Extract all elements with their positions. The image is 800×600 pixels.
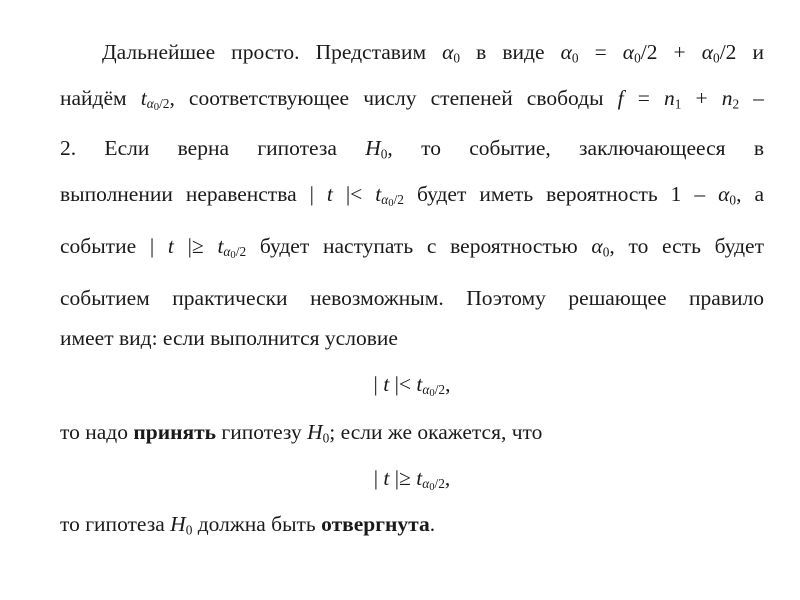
formula-condition-geq: | t |≥ $t_{\alpha_0/2}$, <box>373 466 451 494</box>
paragraph-line-6: событием практически невозможным. Поэтому решающее правило <box>60 286 764 310</box>
paragraph-line-2: найдём $t_{\alpha_0/2}$, соответствующее числу степеней свободы $f = n_1 + n_2$ – <box>60 86 764 114</box>
paragraph-line-3: 2. Если верна гипотеза $H_0$, то событие, заключающееся в <box>60 136 764 162</box>
emphasis-accept: принять <box>133 420 217 444</box>
paragraph-line-9: то гипотеза $H_0$ должна быть отвергнута. <box>60 512 436 538</box>
paragraph-line-5: событие | t |≥ $t_{\alpha_0/2}$ будет наступать с вероятностью $\alpha_0$, то есть будет <box>60 234 764 262</box>
paragraph-line-7: имеет вид: если выполнится условие <box>60 326 398 350</box>
paragraph-line-8: то надо принять гипотезу $H_0$; если же окажется, что <box>60 420 543 446</box>
emphasis-reject: отвергнута <box>321 512 430 536</box>
paragraph-line-1: Дальнейшее просто. Представим $\alpha_0$ в виде $\alpha_0 = \alpha_0/2 + \alpha_0/2$ и <box>102 40 764 66</box>
formula-condition-less: | t |< $t_{\alpha_0/2}$, <box>373 372 451 400</box>
paragraph-line-4: выполнении неравенства | t |< $t_{\alpha_0/2}$ будет иметь вероятность $1 - \alpha_0$, а <box>60 182 764 210</box>
